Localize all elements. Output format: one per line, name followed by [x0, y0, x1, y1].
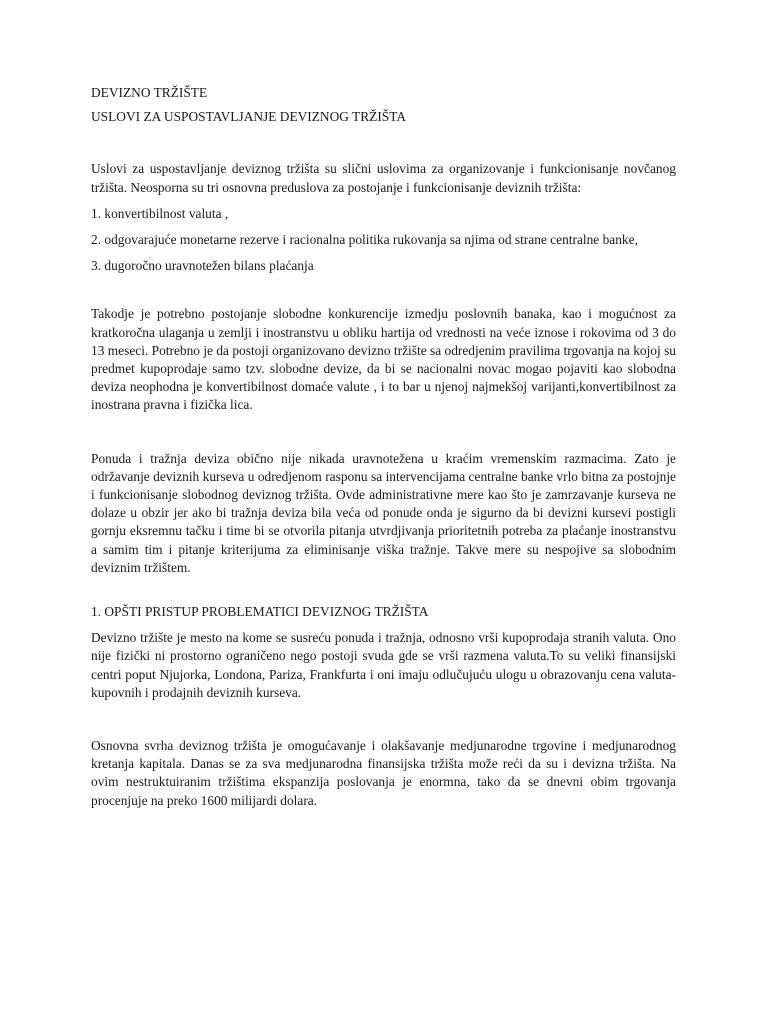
list-item-2: 2. odgovarajuće monetarne rezerve i racionalna politika rukovanja sa njima od strane centralne banke,	[91, 232, 638, 248]
paragraph-market-definition: Devizno tržište je mesto na kome se susreću ponuda i tražnja, odnosno vrši kupoprodaja stranih valuta. Ono nije fizički ni prostorno ograničeno nego postoji svuda gde se vrši razmena valuta.To su veliki finansijski centri poput Njujorka, Londona, Pariza, Frankfurta i oni imaju odlučujuću ulogu u obrazovanju cena valuta-kupovnih i prodajnih deviznih kurseva.	[91, 630, 676, 700]
paragraph-supply-demand: Ponuda i tražnja deviza obično nije nikada uravnotežena u kraćim vremenskim razmacima. Zato je održavanje deviznih kurseva u odredjenom rasponu sa intervencijama centralne banke vrlo bitna za postojnje i funkcionisanje slobodnog deviznog tržišta. Ovde administrativne mere kao što je zamrzavanje kurseva ne dolaze u obzir jer ako bi tražnja deviza bila veća od ponude onda je sigurno da bi devizni kursevi postigli gornju eksremnu tačku i time bi se otvorila pitanja utvrdjivanja prioritetnih potreba za plaćanje inostranstvu a samim tim i pitanje kriterijuma za eliminisanje viška tražnje. Takve mere su nespojive sa slobodnim deviznim tržištem.	[91, 450, 676, 575]
document-subtitle: USLOVI ZA USPOSTAVLJANJE DEVIZNOG TRŽIŠTA	[91, 109, 407, 125]
list-item-1: 1. konvertibilnost valuta ,	[91, 205, 229, 221]
list-item-3: 3. dugoročno uravnotežen bilans plaćanja	[91, 258, 314, 274]
paragraph-competition: Takodje je potrebno postojanje slobodne konkurencije izmedju poslovnih banaka, kao i mogućnost za kratkoročna ulaganja u zemlji i inostranstvu u obliku hartija od vrednosti na veće iznose i rokovima od 3 do 13 meseci. Potrebno je da postoji organizovano devizno tržište sa odredjenim pravilima trgovanja na kojoj su predmet kupoprodaje samo tzv. slobodne devize, da bi se nacionalni novac mogao pojaviti kao slobodna deviza neophodna je konvertibilnost domaće valute , i to bar u njenoj najmekšoj varijanti,konvertibilnost za inostrana pravna i fizička lica.	[91, 306, 676, 413]
document-title: DEVIZNO TRŽIŠTE	[91, 85, 208, 100]
paragraph-market-purpose: Osnovna svrha deviznog tržišta je omogućavanje i olakšavanje medjunarodne trgovine i medjunarodnog kretanja kapitala. Danas se za sva medjunarodna finansijska tržišta može reći da su i devizna tržišta. Na ovim nestruktuiranim tržištima ekspanzija poslovanja je enormna, tako da se dnevni obim trgovanja procenjuje na preko 1600 milijardi dolara.	[91, 738, 676, 808]
section-1-heading: 1. OPŠTI PRISTUP PROBLEMATICI DEVIZNOG TRŽIŠTA	[91, 604, 429, 620]
document-page	[91, 84, 676, 810]
intro-paragraph: Uslovi za uspostavljanje deviznog tržišta su slični uslovima za organizovanje i funkcionisanje novčanog tržišta. Neosporna su tri osnovna preduslova za postojanje i funkcionisanje deviznih tržišta:	[91, 161, 676, 195]
